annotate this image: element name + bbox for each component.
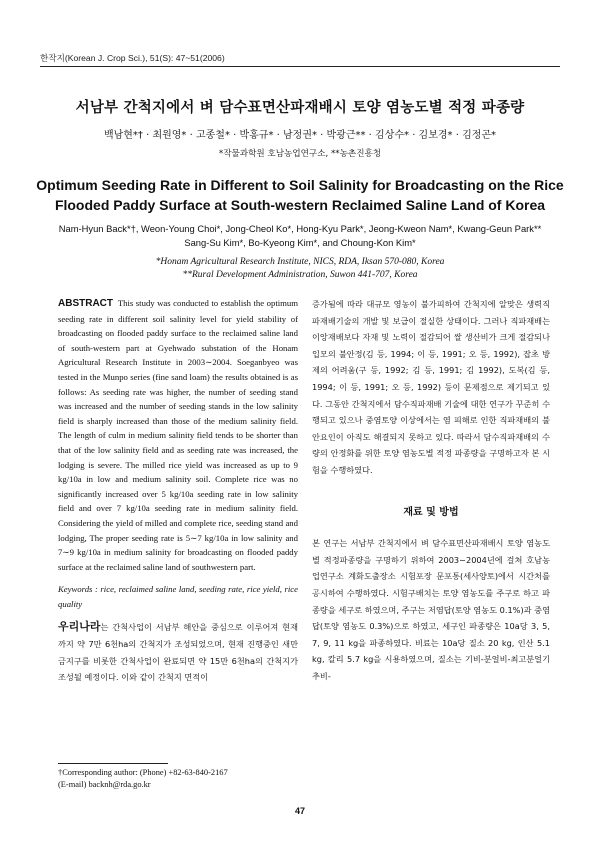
introduction-text: 는 간척사업이 서남부 해안을 중심으로 이루어져 현재까지 약 7만 6천ha의 간척지가 조성되었으며, 현재 진행중인 새만금지구를 비롯한 간척사업이 완료되면 약 15만 6천ha의 간척지가 조성될 예정이다. 이와 같이 간척지 면적이 [58, 622, 298, 683]
english-title-line-2: Flooded Paddy Surface at South-western Reclaimed Saline Land of Korea [54, 197, 546, 213]
introduction-lead: 우리나라 [58, 620, 101, 634]
korean-affiliation: *작물과학원 호남농업연구소, **농촌진흥청 [218, 149, 382, 159]
english-title-line-1: Optimum Seeding Rate in Different to Soil Salinity for Broadcasting on the Rice [36, 177, 564, 193]
footnote-phone: †Corresponding author: (Phone) +82-63-840-2167 [58, 768, 228, 777]
abstract [58, 296, 298, 574]
english-affiliation-line-1: *Honam Agricultural Research Institute, NICS, RDA, Iksan 570-080, Korea [155, 257, 445, 267]
keywords [58, 582, 298, 611]
keywords-label: Keywords [58, 584, 93, 595]
left-column [58, 296, 298, 686]
keywords-text: : rice, reclaimed saline land, seeding rate, rice yield, rice quality [58, 584, 298, 609]
abstract-heading: ABSTRACT [58, 298, 113, 309]
introduction [58, 619, 298, 685]
english-authors-line-2: Sang-Su Kim*, Bo-Kyeong Kim*, and Choung-Kon Kim* [184, 237, 416, 248]
english-title [30, 175, 570, 215]
english-affiliation-line-2: **Rural Development Administration, Suwon 441-707, Korea [182, 269, 418, 280]
section-heading-materials-methods: 재료 및 방법 [403, 506, 459, 518]
english-affiliation [30, 256, 570, 281]
page-number: 47 [294, 806, 305, 816]
right-column [312, 296, 550, 684]
footnote [58, 767, 298, 791]
right-paragraph-2: 본 연구는 서남부 간척지에서 벼 담수표면산파재배시 토양 염농도별 적정파종량을 구명하기 위하여 2003∼2004년에 걸쳐 호남농업연구소 계화도출장소 시험포장 문포통(세사양토)에서 시간처를 공시하여 수행하였다. 시험구배치는 토양 염농도를 주구로 하고 파종량을 세구로 하였으며, 주구는 저염답(토양 염농도 0.1%)과 중염답(토양 염농도 0.3%)으로 하였고, 세구인 파종량은 10a당 3, 5, 7, 9, 11 kg을 파종하였다. 비료는 10a당 질소 20 kg, 인산 5.1 kg, 칼리 5.7 kg을 시용하였으며, 질소는 기비-분얼비-최고분얼기 추비- [312, 538, 550, 681]
footnote-rule [58, 763, 168, 764]
english-authors-line-1: Nam-Hyun Back*†, Weon-Young Choi*, Jong-Cheol Ko*, Hong-Kyu Park*, Jeong-Kweon Nam*, Kwang-Geun Park** [58, 223, 542, 234]
journal-citation: 한작지(Korean J. Crop Sci.), 51(S): 47~51(2006) [40, 53, 225, 63]
right-paragraph-1: 증가됨에 따라 대규모 영농이 불가피하여 간척지에 알맞은 생력직파재배기술의 개발 및 보급이 절실한 상태이다. 그러나 직파재배는 이앙재배보다 자재 및 노력이 절감되어 쌀 생산비가 크게 절감되나 입모의 불안정(김 등, 1994; 이 등, 1991; 오 등, 1992), 잡초 방제의 어려움(구 등, 1992; 김 등, 1991; 김 1992), 도복(김 등, 1994; 이 등, 1991; 오 등, 1992) 등이 문제점으로 제기되고 있다. 그동안 간척지에서 담수직파재배 기술에 대한 연구가 꾸준히 수행되고 있으나 중염토양 이상에서는 염 피해로 인한 직파재배의 불안요인이 아직도 해결되지 못하고 있다. 따라서 담수직파재배의 수량의 안정화를 위한 토양 염농도별 적정 파종량을 구명하고자 본 시험을 수행하였다. [312, 299, 550, 475]
footnote-email: (E-mail) backnh@rda.go.kr [58, 780, 151, 789]
header-rule [40, 66, 560, 67]
korean-title: 서남부 간척지에서 벼 담수표면산파재배시 토양 염농도별 적정 파종량 [75, 100, 525, 116]
abstract-text: This study was conducted to establish the optimum seeding rate in different soil salinity level for yield stability of broadcasting on flooded paddy surface to the reclaimed saline land of south-western part at Gyehwado substation of the Honam Agricultural Research Institute in 2003∼2004. Soeganbyeo was tested in the Munpo series (fine sand loam) the results obtained is as follows: As seeding rate was higher, the number of seeding stand was increased and the number of seeding stands in the low salinity field is sharply increased than those of the medium salinity field. The length of culm in medium salinity field tends to be shorter than that of the low salinity field and as seeding rate was increased, the lodging is severe. The milled rice yield was increased as up to 9 kg/10a in low and medium salinity soil. Complete rice was no significantly increased over 5 kg/10a seeding rate in low salinity field and over 7 kg/10a seeding rate in medium salinity field. Considering the yield of milled and complete rice, seeding stand and lodging, The proper seeding rate is 5∼7 kg/10a in low salinity and 7∼9 kg/10a in medium salinity for broadcasting on flooded paddy surface at the reclaimed saline land of southwestern part. [58, 298, 298, 572]
english-authors [30, 222, 570, 250]
korean-authors: 백남현*† · 최원영* · 고종철* · 박홍규* · 남정권* · 박광근** · 김상수* · 김보경* · 김정곤* [103, 130, 497, 141]
